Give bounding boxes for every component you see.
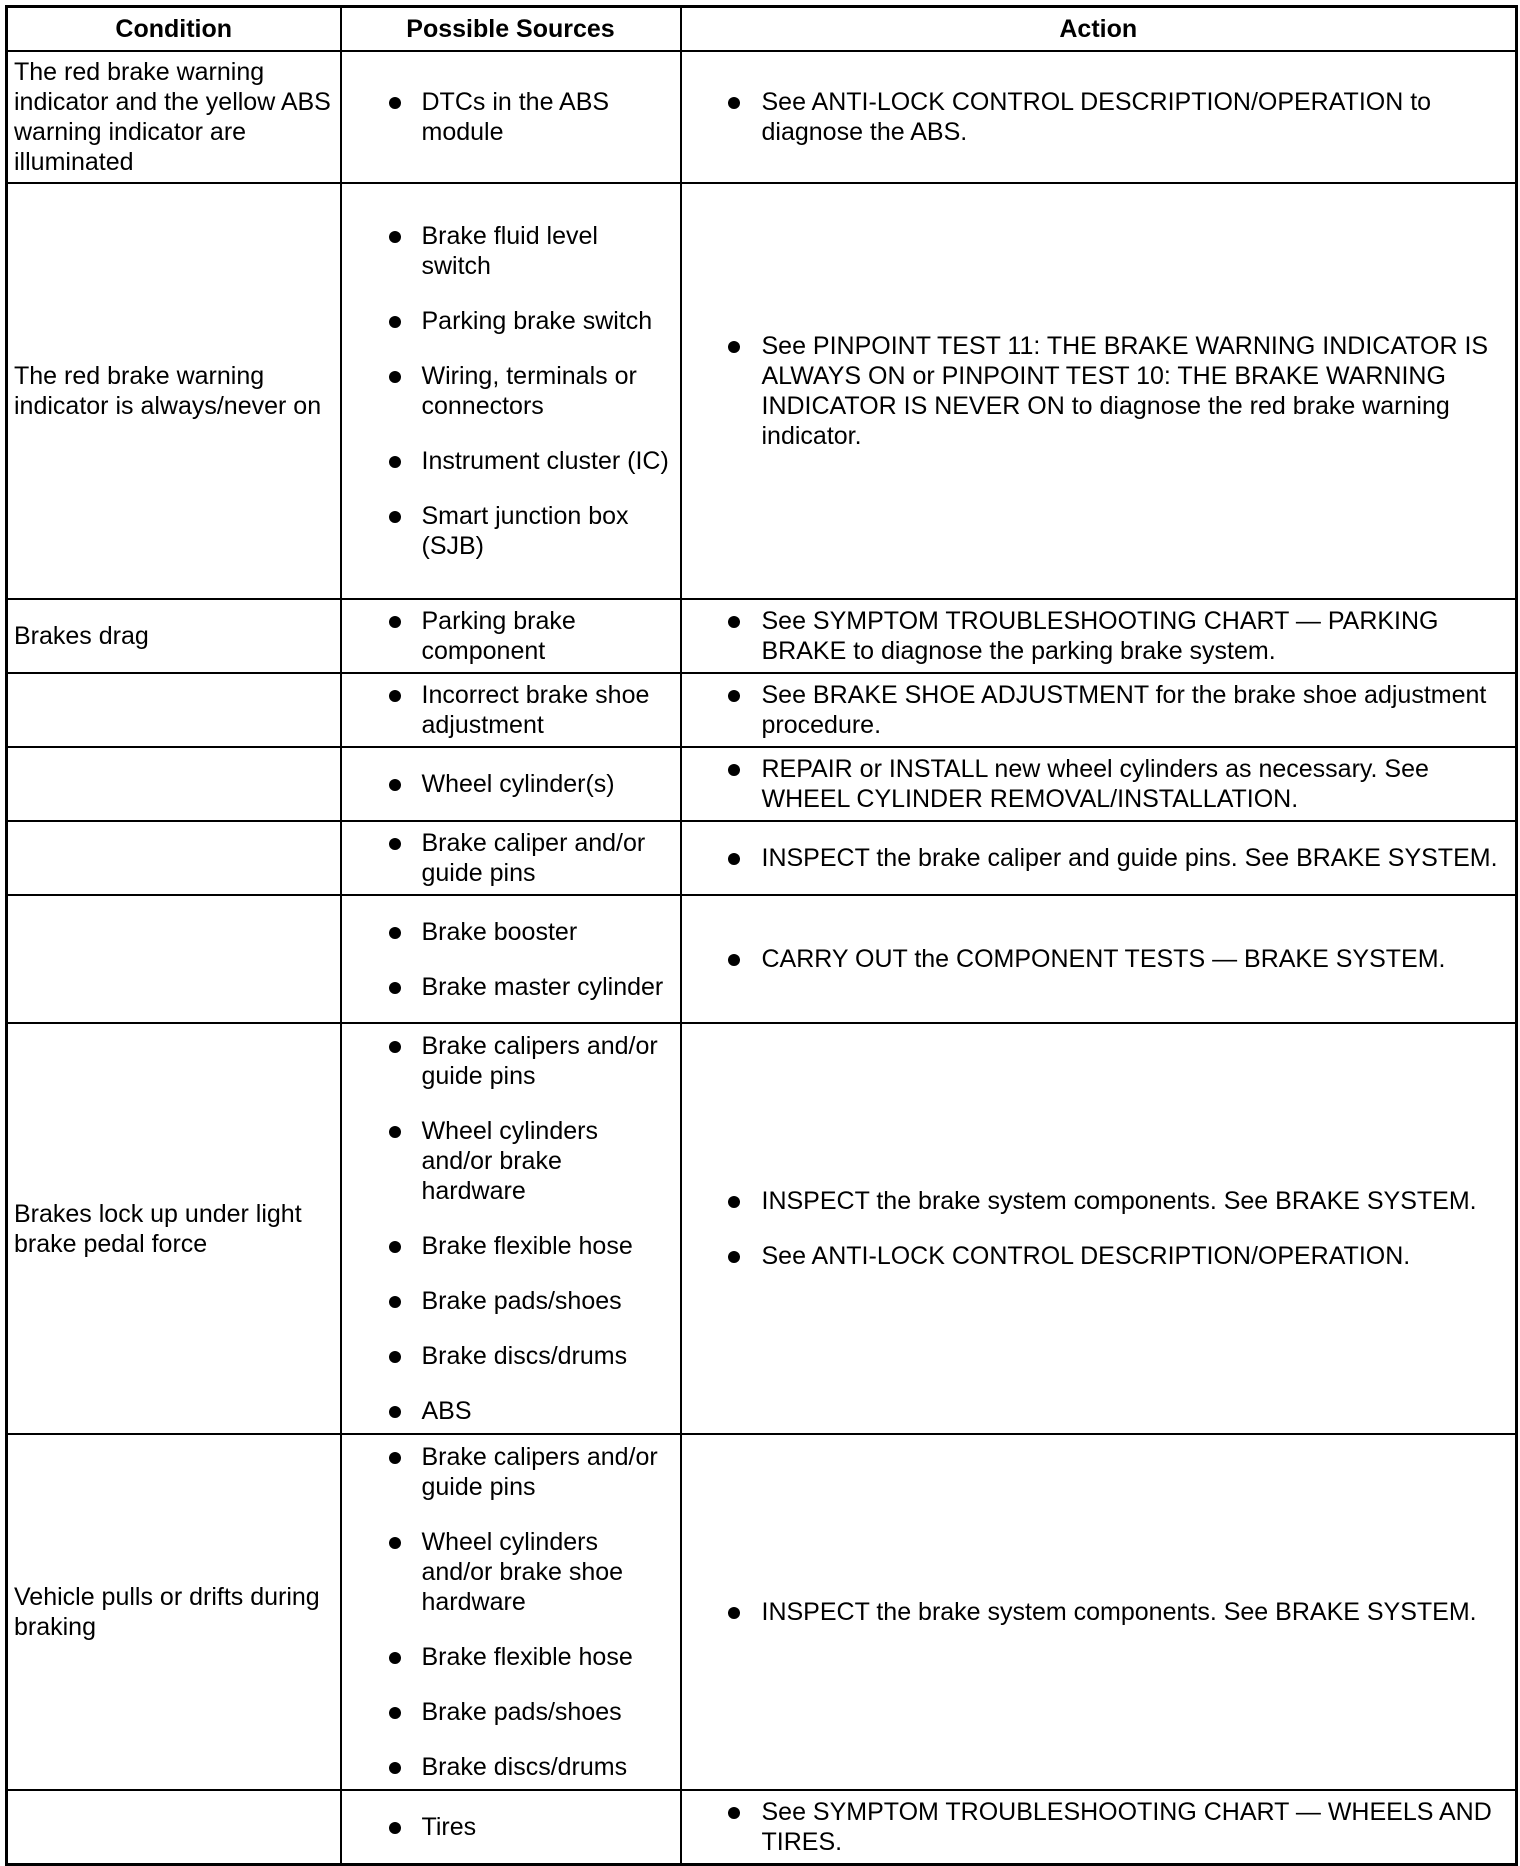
source-item: Incorrect brake shoe adjustment (342, 680, 670, 740)
table-row (7, 183, 1517, 599)
sources-list (342, 680, 670, 740)
possible-sources-cell (341, 1790, 681, 1865)
source-item: Brake calipers and/or guide pins (342, 1031, 670, 1091)
action-item: INSPECT the brake system components. See BRAKE SYSTEM. (682, 1597, 1506, 1627)
sources-list (342, 221, 670, 561)
condition-cell: Brakes drag (7, 599, 341, 673)
table-row (7, 747, 1517, 821)
actions-list (682, 944, 1506, 974)
action-cell (681, 1790, 1517, 1865)
condition-cell (7, 673, 341, 747)
source-item: Parking brake component (342, 606, 670, 666)
action-cell (681, 51, 1517, 183)
possible-sources-cell (341, 895, 681, 1023)
table-row (7, 821, 1517, 895)
source-item: Brake discs/drums (342, 1752, 670, 1782)
condition-cell: Brakes lock up under light brake pedal force (7, 1023, 341, 1434)
source-item: Wheel cylinder(s) (342, 769, 670, 799)
action-cell (681, 1434, 1517, 1790)
condition-cell: The red brake warning indicator is always/never on (7, 183, 341, 599)
action-item: See SYMPTOM TROUBLESHOOTING CHART — PARKING BRAKE to diagnose the parking brake system. (682, 606, 1506, 666)
sources-list (342, 1442, 670, 1782)
action-item: See ANTI-LOCK CONTROL DESCRIPTION/OPERATION to diagnose the ABS. (682, 87, 1506, 147)
sources-list (342, 769, 670, 799)
sources-list (342, 87, 670, 147)
source-item: Brake pads/shoes (342, 1697, 670, 1727)
actions-list (682, 606, 1506, 666)
action-item: REPAIR or INSTALL new wheel cylinders as necessary. See WHEEL CYLINDER REMOVAL/INSTALLATION. (682, 754, 1506, 814)
header-action: Action (681, 7, 1517, 52)
source-item: Smart junction box (SJB) (342, 501, 670, 561)
action-cell (681, 1023, 1517, 1434)
header-row (7, 7, 1517, 52)
sources-list (342, 1812, 670, 1842)
source-item: Brake master cylinder (342, 972, 670, 1002)
source-item: Wiring, terminals or connectors (342, 361, 670, 421)
actions-list (682, 1597, 1506, 1627)
source-item: Brake fluid level switch (342, 221, 670, 281)
actions-list (682, 754, 1506, 814)
source-item: Instrument cluster (IC) (342, 446, 670, 476)
possible-sources-cell (341, 183, 681, 599)
action-item: INSPECT the brake caliper and guide pins. See BRAKE SYSTEM. (682, 843, 1506, 873)
table-row (7, 673, 1517, 747)
table-row (7, 51, 1517, 183)
source-item: Brake calipers and/or guide pins (342, 1442, 670, 1502)
condition-cell (7, 895, 341, 1023)
possible-sources-cell (341, 599, 681, 673)
action-item: See PINPOINT TEST 11: THE BRAKE WARNING INDICATOR IS ALWAYS ON or PINPOINT TEST 10: THE BRAKE WARNING INDICATOR IS NEVER ON to diagnose the red brake warning indicator. (682, 331, 1506, 451)
source-item: ABS (342, 1396, 670, 1426)
header-possible-sources: Possible Sources (341, 7, 681, 52)
diagnosis-table-page (5, 5, 1515, 1856)
source-item: Parking brake switch (342, 306, 670, 336)
condition-cell: Vehicle pulls or drifts during braking (7, 1434, 341, 1790)
possible-sources-cell (341, 673, 681, 747)
source-item: Wheel cylinders and/or brake hardware (342, 1116, 670, 1206)
condition-cell: The red brake warning indicator and the yellow ABS warning indicator are illuminated (7, 51, 341, 183)
action-cell (681, 895, 1517, 1023)
action-item: See ANTI-LOCK CONTROL DESCRIPTION/OPERATION. (682, 1241, 1506, 1271)
actions-list (682, 87, 1506, 147)
source-item: Tires (342, 1812, 670, 1842)
header-condition: Condition (7, 7, 341, 52)
action-cell (681, 183, 1517, 599)
table-row (7, 1434, 1517, 1790)
possible-sources-cell (341, 51, 681, 183)
action-item: See BRAKE SHOE ADJUSTMENT for the brake shoe adjustment procedure. (682, 680, 1506, 740)
possible-sources-cell (341, 1434, 681, 1790)
condition-cell (7, 1790, 341, 1865)
action-cell (681, 747, 1517, 821)
actions-list (682, 1186, 1506, 1271)
sources-list (342, 828, 670, 888)
sources-list (342, 1031, 670, 1426)
source-item: DTCs in the ABS module (342, 87, 670, 147)
condition-cell (7, 747, 341, 821)
action-cell (681, 821, 1517, 895)
actions-list (682, 843, 1506, 873)
action-cell (681, 599, 1517, 673)
source-item: Brake booster (342, 917, 670, 947)
possible-sources-cell (341, 821, 681, 895)
action-cell (681, 673, 1517, 747)
table-row (7, 1790, 1517, 1865)
source-item: Brake pads/shoes (342, 1286, 670, 1316)
source-item: Brake caliper and/or guide pins (342, 828, 670, 888)
table-row (7, 1023, 1517, 1434)
actions-list (682, 680, 1506, 740)
symptom-table (5, 5, 1518, 1866)
actions-list (682, 331, 1506, 451)
action-item: INSPECT the brake system components. See BRAKE SYSTEM. (682, 1186, 1506, 1216)
source-item: Brake flexible hose (342, 1642, 670, 1672)
source-item: Brake flexible hose (342, 1231, 670, 1261)
action-item: See SYMPTOM TROUBLESHOOTING CHART — WHEELS AND TIRES. (682, 1797, 1506, 1857)
sources-list (342, 917, 670, 1002)
source-item: Brake discs/drums (342, 1341, 670, 1371)
sources-list (342, 606, 670, 666)
table-row (7, 599, 1517, 673)
source-item: Wheel cylinders and/or brake shoe hardware (342, 1527, 670, 1617)
possible-sources-cell (341, 747, 681, 821)
actions-list (682, 1797, 1506, 1857)
condition-cell (7, 821, 341, 895)
table-row (7, 895, 1517, 1023)
possible-sources-cell (341, 1023, 681, 1434)
action-item: CARRY OUT the COMPONENT TESTS — BRAKE SYSTEM. (682, 944, 1506, 974)
